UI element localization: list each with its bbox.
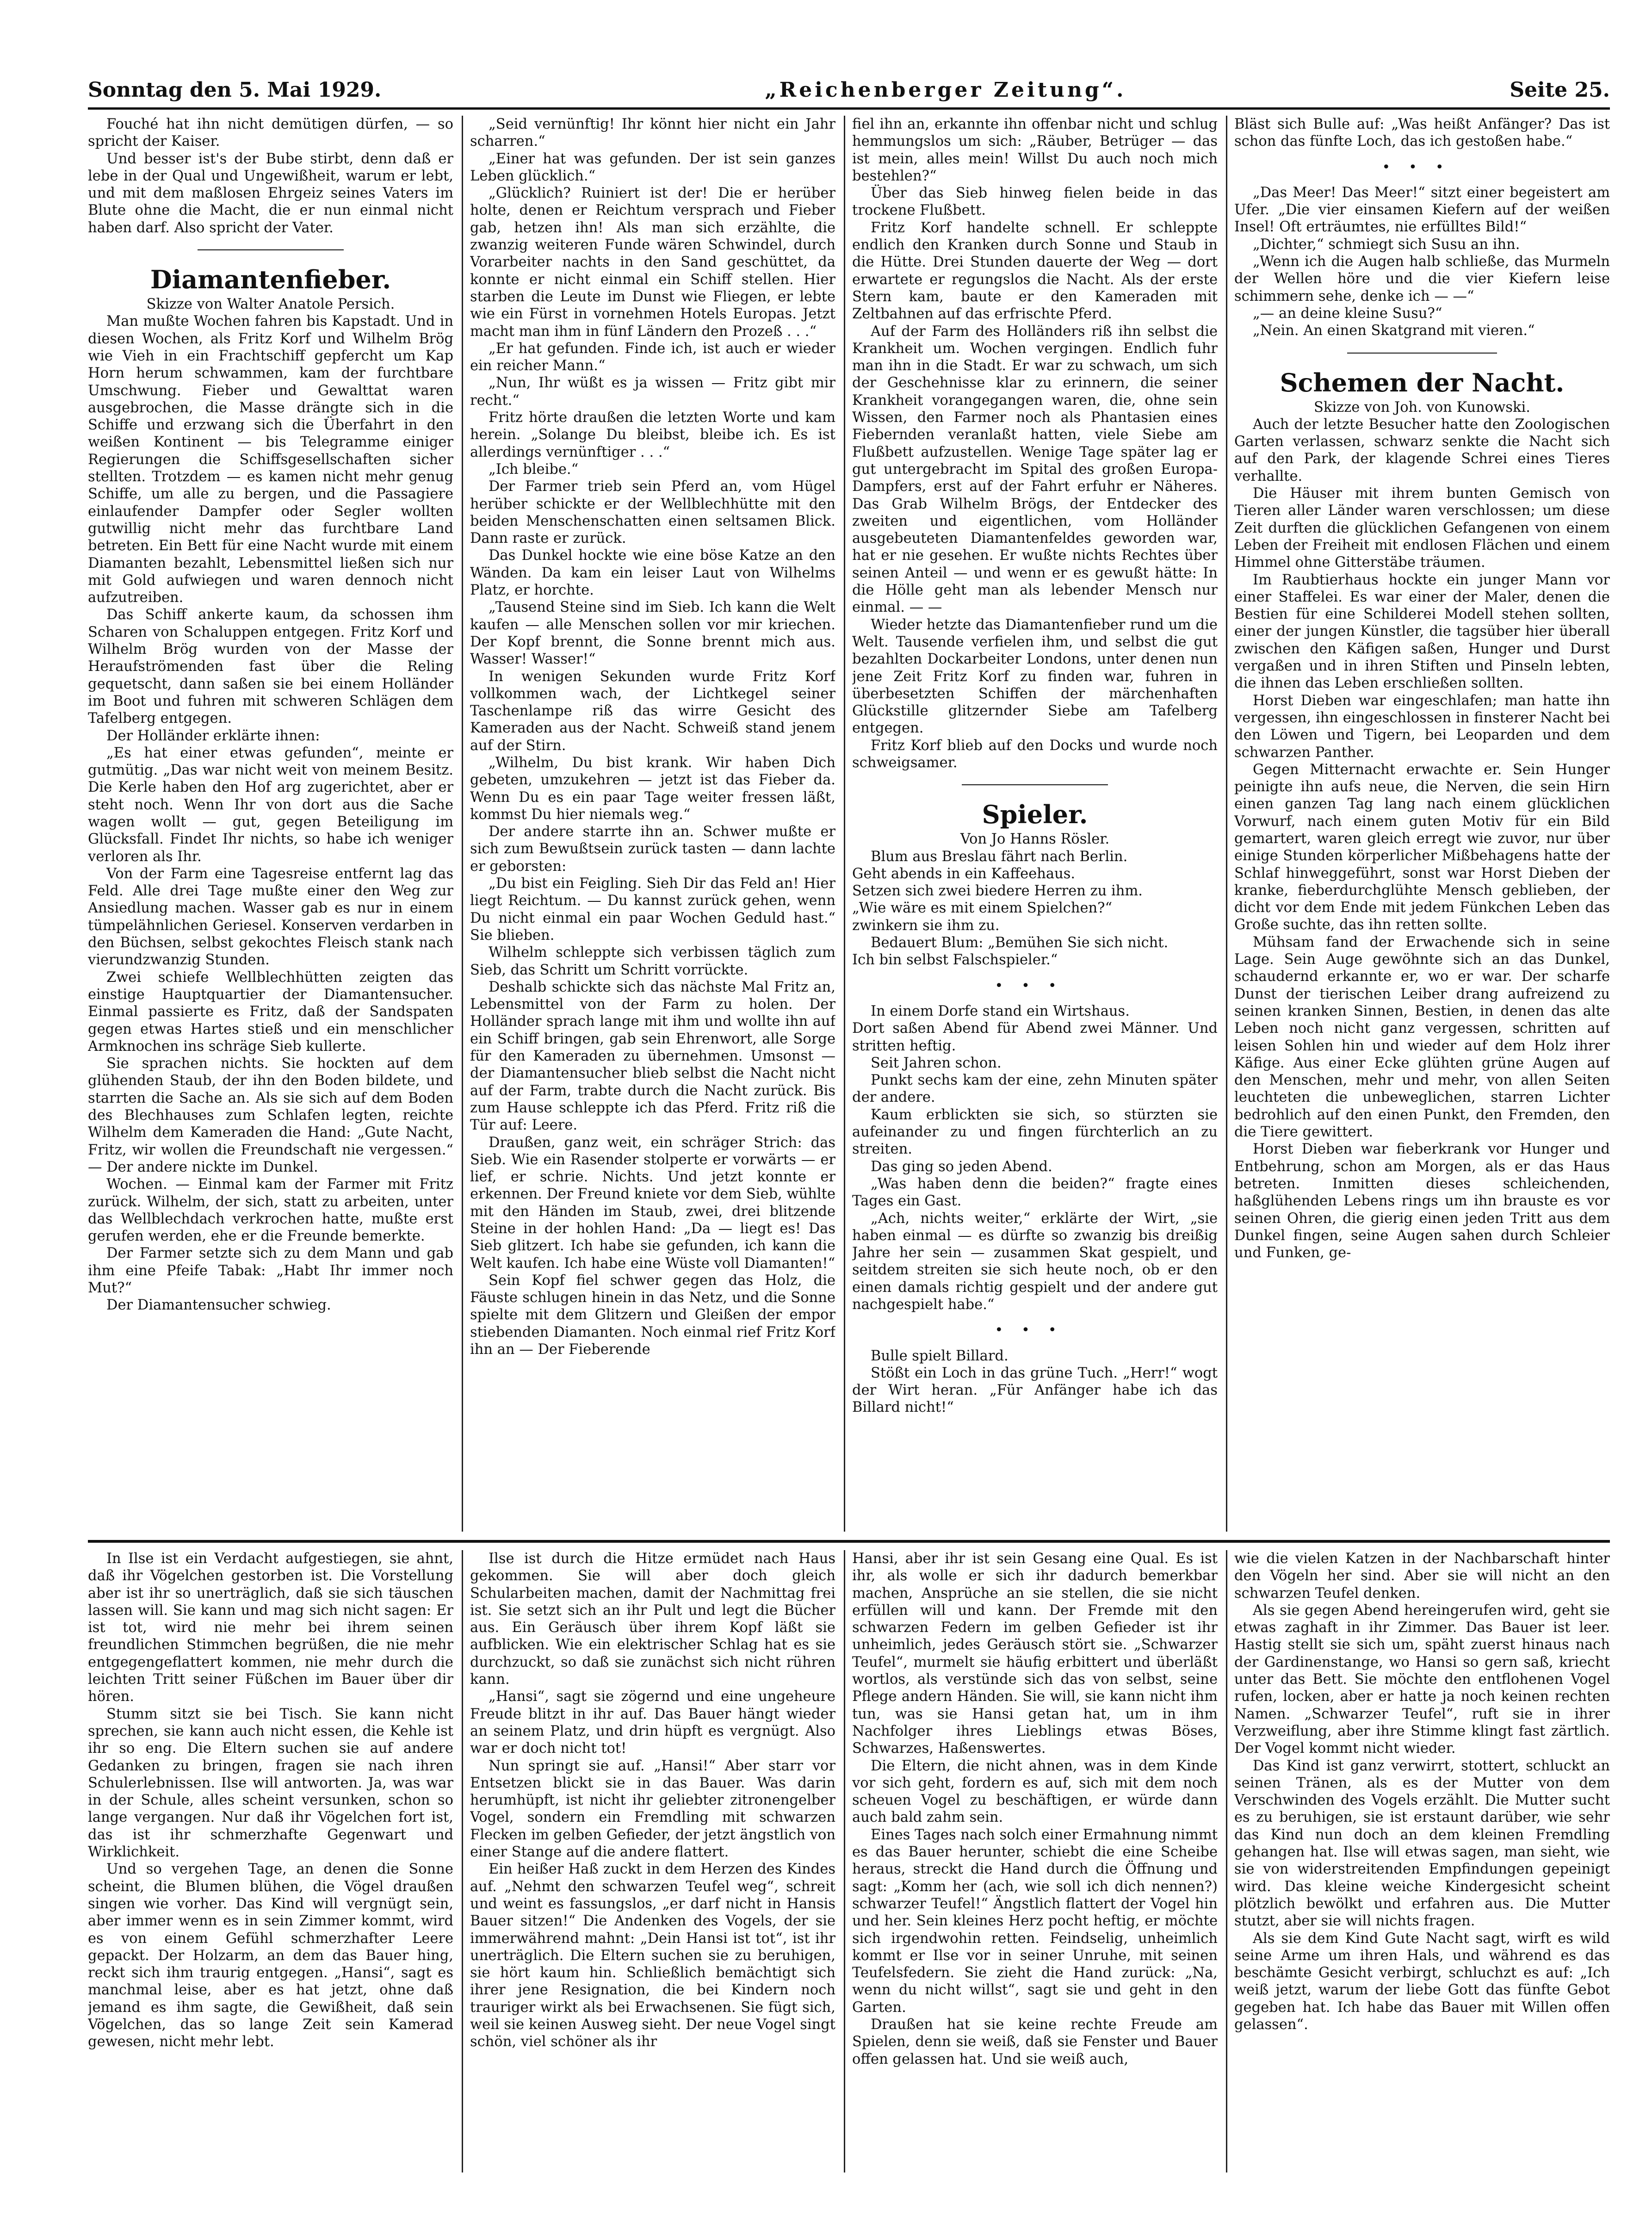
paragraph: „Seid vernünftig! Ihr könnt hier nicht ein Jahr scharren.“ xyxy=(470,116,835,150)
section-rule xyxy=(88,1540,1610,1543)
anecdote-text: Bulle spielt Billard. xyxy=(871,1347,1009,1364)
paragraph: Nun springt sie auf. „Hansi!“ Aber starr vor Entsetzen blickt sie in das Bauer. Was darin herumhüpft, ist nicht ihr geliebter zitronengelber Vogel, sondern ein Fremdling mit schwarzen Flecken im gelben Gefieder, der jetzt ängstlich von einer Stange auf die andere flattert. xyxy=(470,1757,835,1861)
paragraph: Das Schiff ankerte kaum, da schossen ihm Scharen von Schaluppen entgegen. Fritz Korf und Wilhelm Brög wurden von der Masse der Heraufströmenden fast über die Reling gequetscht, dann saßen sie bei einem Holländer im Boot und fuhren mit schweren Schlägen dem Tafelberg entgegen. xyxy=(88,607,453,727)
paragraph: Die Eltern, die nicht ahnen, was in dem Kinde vor sich geht, fordern es auf, sich mit dem noch scheuen Vogel zu beschäftigen, er würde dann auch bald zahm sein. xyxy=(852,1757,1218,1826)
paragraph: Man mußte Wochen fahren bis Kapstadt. Und in diesen Wochen, als Fritz Korf und Wilhelm Brög wie Vieh in ein Frachtschiff gepfercht um Kap Horn herum schwammen, kam der furchtbare Umschwung. Fieber und Gewalttat waren ausgebrochen, die Masse drängte sich in die Schiffe und erzwang sich die Überfahrt in den weißen Kontinent — bis Telegramme einiger Regierungen die Schiffsgesellschaften sicher stellten. Trotzdem — es kamen nicht mehr genug Schiffe, um alle zu bergen, und die Passagiere einlaufender Dampfer oder Segler wollten gutwillig nicht mehr das furchtbare Land betreten. Ein Bett für eine Nacht wurde mit einem Diamanten bezahlt, Lebensmittel ließen sich nur mit Gold aufwiegen und waren dennoch nicht aufzutreiben. xyxy=(88,313,453,606)
paragraph: „Nun, Ihr wüßt es ja wissen — Fritz gibt mir recht.“ xyxy=(470,375,835,409)
article-byline: Von Jo Hanns Rösler. xyxy=(960,831,1110,848)
anecdote-text: In einem Dorfe stand ein Wirtshaus. Dort saßen Abend für Abend zwei Männer. Und stritten heftig. xyxy=(852,1003,1218,1054)
article-title: Spieler. xyxy=(982,800,1088,830)
separator xyxy=(198,249,344,250)
paragraph: „Hansi“, sagt sie zögernd und eine ungeheure Freude blitzt in ihr auf. Das Bauer hängt wieder an seinem Platz, und drin hüpft es vergnügt. Also war er doch nicht tot! xyxy=(470,1688,835,1757)
header-date: Sonntag den 5. Mai 1929. xyxy=(88,78,382,102)
paragraph: „Wenn ich die Augen halb schließe, das Murmeln der Wellen höre und die vier Kiefern leise schimmern sehe, denke ich — —“ xyxy=(1234,254,1610,304)
header-masthead: „Reichenberger Zeitung“. xyxy=(765,78,1126,102)
header-rule xyxy=(88,107,1610,110)
ornament-divider: ••• xyxy=(995,1322,1075,1339)
paragraph: Hansi, aber ihr ist sein Gesang eine Qual. Es ist ihr, als wolle er sich ihr dadurch bemerkbar machen, Ansprüche an sie stellen, die sie nicht erfüllen will und kann. Der Fremde mit den schwarzen Federn im gelben Gefieder ist ihr unheimlich, jedes Geräusch stört sie. „Schwarzer Teufel“, murmelt sie häufig erbittert und überläßt wortlos, als verstünde sich das von selbst, seine Pflege andern Händen. Sie will, sie kann nicht ihm tun, was sie Hansi getan hat, um in ihm Nachfolger ihres Lieblings etwas Böses, Schwarzes, Haßenswertes. xyxy=(852,1551,1218,1757)
column-2 xyxy=(470,116,835,1532)
paragraph: Der Diamantensucher schwieg. xyxy=(106,1297,331,1314)
paragraph: Von der Farm eine Tagesreise entfernt lag das Feld. Alle drei Tage mußte einer den Weg zur Ansiedlung machen. Wasser gab es nur in einem tümpelähnlichen Geriesel. Konserven verdarben in den Büchsen, selbst gekochtes Fleisch stank nach vierundzwanzig Stunden. xyxy=(88,865,453,968)
article-title: Schemen der Nacht. xyxy=(1280,367,1565,397)
paragraph: Wilhelm schleppte sich verbissen täglich zum Sieb, das Schritt um Schritt vorrückte. xyxy=(470,944,835,978)
paragraph: „Er hat gefunden. Finde ich, ist auch er wieder ein reicher Mann.“ xyxy=(470,340,835,374)
paragraph: Auf der Farm des Holländers riß ihn selbst die Krankheit um. Wochen vergingen. Endlich fuhr man ihn in die Stadt. Er war zu schwach, um sich der Geschehnisse klar zu erinnern, die seiner Krankheit vorangegangen waren, die, ohne sein Wissen, den Farmer noch als Phantasien eines Fiebernden veranlaßt hatten, viele Siebe am Flußbett aufzustellen. Wenige Tage später lag er gut untergebracht im Spital des großen Europa-Dampfers, erst auf der Fahrt erfuhr er Näheres. Das Grab Wilhelm Brögs, der Entdecker des zweiten und eigentlichen, vom Holländer ausgebeuteten Diamantenfeldes geworden war, hat er nie gesehen. Er wußte nichts Rechtes über seinen Anteil — und wenn er es gewußt hätte: In die Hölle geht man als lebender Mensch nur einmal. — — xyxy=(852,323,1218,616)
paragraph: „Ich bleibe.“ xyxy=(489,461,579,478)
paragraph: Ilse ist durch die Hitze ermüdet nach Haus gekommen. Sie will aber doch gleich Schularbeiten machen, damit der Nachmittag frei ist. Sie setzt sich an ihr Pult und legt die Bücher aus. Ein Geräusch über ihrem Kopf läßt sie aufblicken. Wie ein elektrischer Schlag hat es sie durchzuckt, so daß sie zunächst sich nicht rühren kann. xyxy=(470,1551,835,1688)
paragraph: „Das Meer! Das Meer!“ sitzt einer begeistert am Ufer. „Die vier einsamen Kiefern auf der weißen Insel! Oft erträumtes, nie erfülltes Bild!“ xyxy=(1234,184,1610,236)
paragraph: fiel ihn an, erkannte ihn offenbar nicht und schlug hemmungslos um sich: „Räuber, Betrüger — das ist mein, alles mein! Willst Du auch noch mich bestehlen?“ xyxy=(852,116,1218,184)
paragraph: Bläst sich Bulle auf: „Was heißt Anfänger? Das ist schon das fünfte Loch, das ich gestoßen habe.“ xyxy=(1234,116,1610,150)
anecdote-text: Das ging so jeden Abend. xyxy=(871,1158,1052,1175)
column-3 xyxy=(852,116,1218,1532)
article-byline: Skizze von Walter Anatole Persich. xyxy=(146,296,395,313)
paragraph: „Einer hat was gefunden. Der ist sein ganzes Leben glücklich.“ xyxy=(470,150,835,184)
paragraph: „Tausend Steine sind im Sieb. Ich kann die Welt kaufen — alle Menschen sollen vor mir kriechen. Der Kopf brennt, die Sonne brennt mich aus. Wasser! Wasser!“ xyxy=(470,599,835,668)
article-byline: Skizze von Joh. von Kunowski. xyxy=(1314,399,1530,416)
anecdote-text: „Was haben denn die beiden?“ fragte eines Tages ein Gast. xyxy=(852,1175,1218,1210)
column-divider xyxy=(1226,1550,1227,2172)
paragraph: „Du bist ein Feigling. Sieh Dir das Feld an! Hier liegt Reichtum. — Du kannst zurück gehen, wenn Du nicht einmal ein paar Wochen Geduld hast.“ Sie blieben. xyxy=(470,875,835,943)
column-divider xyxy=(462,116,463,1532)
paragraph: Als sie gegen Abend hereingerufen wird, geht sie etwas zaghaft in ihr Zimmer. Das Bauer ist leer. Hastig stellt sie sich um, späht zuerst hinaus nach der Gardinenstange, wo Hansi so gern saß, kriecht unter das Bett. Sie möchte den entflohenen Vogel rufen, locken, aber er hatte ja noch keinen rechten Namen. „Schwarzer Teufel“, ruft sie in ihrer Verzweiflung, aber ihre Stimme klingt fast zärtlich. Der Vogel kommt nicht wieder. xyxy=(1234,1602,1610,1757)
paragraph: Gegen Mitternacht erwachte er. Sein Hunger peinigte ihn aufs neue, die Nerven, die sein Hirn einen ganzen Tag lang nach einem glücklichen Vorwurf, nach einem guten Motiv für ein Bild gemartert, waren gleich erregt wie zuvor, nur über einige Stunden körperlicher Mißbehagens hatte der Schlaf hinweggeführt, sonst war Horst Dieben der kranke, fieberdurchglühte Mensch geblieben, der dicht vor dem Ende mit jedem Fünkchen Leben das Große suchte, das ihn retten sollte. xyxy=(1234,761,1610,933)
ornament-divider: ••• xyxy=(995,977,1075,994)
column-4 xyxy=(1234,116,1610,1532)
bottom-column-2 xyxy=(470,1550,835,2172)
paragraph: Stumm sitzt sie bei Tisch. Sie kann nicht sprechen, sie kann auch nicht essen, die Kehle ist ihr so eng. Die Eltern suchen sie auf andere Gedanken zu bringen, fragen sie nach ihren Schulerlebnissen. Ilse will antworten. Ja, was war in der Schule, alles scheint versunken, schon so lange vergangen. Nur daß ihr Vögelchen fort ist, das ist ihr schmerzhafte Gegenwart und Wirklichkeit. xyxy=(88,1706,453,1861)
paragraph: Wochen. — Einmal kam der Farmer mit Fritz zurück. Wilhelm, der sich, statt zu arbeiten, unter das Wellblechdach verkrochen hatte, mußte erst gerufen werden, ehe er die Freunde bemerkte. xyxy=(88,1176,453,1245)
paragraph: Ein heißer Haß zuckt in dem Herzen des Kindes auf. „Nehmt den schwarzen Teufel weg“, schreit und weint es fassungslos, „er darf nicht in Hansis Bauer sitzen!“ Die Andenken des Vogels, der sie immerwährend mahnt: „Dein Hansi ist tot“, ist ihr unerträglich. Die Eltern suchen sie zu beruhigen, sie hört kaum hin. Schließlich bemächtigt sich ihrer jene Resignation, die bei Kindern noch trauriger wirkt als bei Erwachsenen. Sie fügt sich, weil sie keinen Ausweg sieht. Der neue Vogel singt schön, viel schöner als ihr xyxy=(470,1861,835,2050)
paragraph: Zwei schiefe Wellblechhütten zeigten das einstige Hauptquartier der Diamantensucher. Einmal passierte es Fritz, daß der Sandspaten gegen etwas Hartes stieß und ein menschlicher Armknochen ins schräge Sieb kullerte. xyxy=(88,969,453,1055)
paragraph: Fritz hörte draußen die letzten Worte und kam herein. „Solange Du bleibst, bleibe ich. Es ist allerdings vernünftiger . . .“ xyxy=(470,410,835,460)
paragraph: Über das Sieb hinweg fielen beide in das trockene Flußbett. xyxy=(852,185,1218,219)
paragraph: Fritz Korf handelte schnell. Er schleppte endlich den Kranken durch Sonne und Staub in die Hütte. Drei Stunden dauerte der Weg — dort erwartete er regungslos die Nacht. Als der erste Stern kam, baute er den Kameraden mit Zeltbahnen auf das erfrischte Pferd. xyxy=(852,219,1218,323)
paragraph: Die Häuser mit ihrem bunten Gemisch von Tieren aller Länder waren verschlossen; um diese Zeit durften die glücklichen Gefangenen von einem Leben der Freiheit mit endlosen Flächen und einem Himmel ohne Gitterstäbe träumen. xyxy=(1234,485,1610,571)
ornament-divider: ••• xyxy=(1382,159,1462,175)
paragraph: Fouché hat ihn nicht demütigen dürfen, — so spricht der Kaiser. xyxy=(88,116,453,150)
paragraph: Draußen, ganz weit, ein schräger Strich: das Sieb. Wie ein Rasender stolperte er vorwärts — er lief, er schrie. Nichts. Und jetzt konnte er erkennen. Der Freund kniete vor dem Sieb, wühlte mit den Händen im Staub, zwei, drei blitzende Steine in der hohlen Hand: „Da — liegt es! Das Sieb glitzert. Ich habe sie gefunden, ich kann die Welt kaufen. Ich habe eine Wüste voll Diamanten!“ xyxy=(470,1134,835,1272)
column-divider xyxy=(844,116,845,1532)
paragraph: Der Farmer trieb sein Pferd an, vom Hügel herüber schickte er der Wellblechhütte mit den beiden Menschenschatten einen seltsamen Blick. Dann raste er zurück. xyxy=(470,478,835,547)
bottom-column-1 xyxy=(88,1550,453,2172)
paragraph: Mühsam fand der Erwachende sich in seine Lage. Sein Auge gewöhnte sich an das Dunkel, schaudernd erkannte er, wo er war. Der scharfe Dunst der tierischen Leiber drang aufreizend zu seinen kranken Sinnen, Bestien, in denen das alte Leben noch nicht ganz vergessen, schritten auf leisen Sohlen hin und wieder auf dem Holz ihrer Käfige. Aus einer Ecke glühten grüne Augen auf den Menschen, mehr und mehr, von allen Seiten leuchteten die unbeweglichen, starren Lichter bedrohlich auf den einen Punkt, den Fremden, den die Tiere gewittert. xyxy=(1234,934,1610,1141)
separator xyxy=(962,784,1108,785)
paragraph: Sie sprachen nichts. Sie hockten auf dem glühenden Staub, der ihn den Boden bildete, und starrten die Sache an. Als sie sich auf dem Boden des Blechhauses zum Schlafen legten, reichte Wilhelm dem Kameraden die Hand: „Gute Nacht, Fritz, wir wollen die Freundschaft nie vergessen.“ — Der andere nickte im Dunkel. xyxy=(88,1055,453,1175)
paragraph: Das Kind ist ganz verwirrt, stottert, schluckt an seinen Tränen, als es der Mutter von dem Verschwinden des Vogels erzählt. Die Mutter sucht es zu beruhigen, sie ist erstaunt darüber, wie sehr das Kind nun doch an dem kleinen Fremdling gehangen hat. Ilse will etwas sagen, man sieht, wie sie von widerstreitenden Empfindungen gepeinigt wird. Das kleine weiche Kindergesicht scheint plötzlich bewölkt und erfahren aus. Die Mutter stutzt, aber sie will nichts fragen. xyxy=(1234,1757,1610,1930)
page-header xyxy=(88,69,1610,102)
paragraph: „Dichter,“ schmiegt sich Susu an ihn. xyxy=(1253,236,1520,253)
paragraph: „— an deine kleine Susu?“ xyxy=(1253,305,1442,322)
paragraph: „Glücklich? Ruiniert ist der! Die er herüber holte, denen er Reichtum versprach und Fieber gab, hetzen ihn! Als man sich erzählte, die zwanzig weiteren Funde wären Schwindel, durch Vorarbeiter nachts in den Sand geschüttet, da konnte er nicht einmal ein Schiff stellen. Hier starben die Leute im Dunst wie Fliegen, er lebte wie ein Fürst in vornehmen Hotels Europas. Jetzt macht man ihm in fünf Ländern den Prozeß . . .“ xyxy=(470,185,835,340)
paragraph: Deshalb schickte sich das nächste Mal Fritz an, Lebensmittel von der Farm zu holen. Der Holländer sprach lange mit ihm und wollte ihn auf ein Schiff bringen, gab sein Ehrenwort, alle Sorge für den Kameraden zu übernehmen. Umsonst — der Diamantensucher blieb selbst die Nacht nicht auf der Farm, trabte durch die Nacht zurück. Bis zum Hause schleppte ich das Pferd. Fritz riß die Tür auf: Leere. xyxy=(470,979,835,1134)
anecdote-text: Bedauert Blum: „Bemühen Sie sich nicht. Ich bin selbst Falschspieler.“ xyxy=(852,935,1169,968)
separator xyxy=(1347,353,1497,354)
paragraph: Im Raubtierhaus hockte ein junger Mann vor einer Staffelei. Es war einer der Maler, denen die Bestien für eine Schilderei Modell stehen sollten, einer der jungen Künstler, die tagsüber hier überall zwischen den Käfigen saßen, Hunger und Durst vergaßen und in ihren Stiften und Pinseln lebten, die ihnen das Leben erschließen sollten. xyxy=(1234,571,1610,692)
newspaper-page xyxy=(88,69,1610,2179)
paragraph: Draußen hat sie keine rechte Freude am Spielen, denn sie weiß, daß sie Fenster und Bauer offen gelassen hat. Und sie weiß auch, xyxy=(852,2017,1218,2067)
paragraph: Als sie dem Kind Gute Nacht sagt, wirft es wild seine Arme um ihren Hals, und während es das beschämte Gesicht verbirgt, schluchzt es auf: „Ich weiß jetzt, warum der liebe Gott das fünfte Gebot gegeben hat. Ich habe das Bauer mit Willen offen gelassen“. xyxy=(1234,1930,1610,2033)
column-divider xyxy=(844,1550,845,2172)
paragraph: Wieder hetzte das Diamantenfieber rund um die Welt. Tausende verfielen ihm, und selbst die gut bezahlten Dockarbeiter Londons, unter denen nun jene Zeit Fritz Korf zu finden war, fuhren in überbesetzten Schiffen der märchenhaften Glückstille glitzernder Siebe am Tafelberg entgegen. xyxy=(852,616,1218,737)
header-page-number: Seite 25. xyxy=(1510,78,1610,102)
paragraph: Und so vergehen Tage, an denen die Sonne scheint, die Blumen blühen, die Vögel draußen singen wie vorher. Das Kind will vergnügt sein, aber immer wenn es in sein Zimmer kommt, wird es von einem Gefühl schmerzhafter Leere gepackt. Der Holzarm, an dem das Bauer hing, reckt sich ihm traurig entgegen. „Hansi“, sagt es manchmal leise, aber es hat jetzt, ohne daß jemand es ihm sagte, die Gewißheit, daß sein Vögelchen, das so lange Zeit sein Kamerad gewesen, nicht mehr lebt. xyxy=(88,1861,453,2050)
paragraph: „Es hat einer etwas gefunden“, meinte er gutmütig. „Das war nicht weit von meinem Besitz. Die Kerle haben den Hof arg zugerichtet, aber er steht noch. Wenn Ihr von dort aus die Sache wagen wollt — gut, gegen Beteiligung im Glücksfall. Findet Ihr nichts, so habe ich weniger verloren als Ihr. xyxy=(88,745,453,865)
column-1 xyxy=(88,116,453,1532)
paragraph: „Nein. An einen Skatgrand mit vieren.“ xyxy=(1253,323,1535,339)
paragraph: Der andere starrte ihn an. Schwer mußte er sich zum Bewußtsein zurück tasten — dann lachte er geborsten: xyxy=(470,824,835,875)
column-divider xyxy=(1226,116,1227,1532)
paragraph: Horst Dieben war fieberkrank vor Hunger und Entbehrung, schon am Morgen, als er das Haus betreten. Inmitten dieses schleichenden, haßglühenden Lebens rings um ihn brauste es vor seinen Ohren, die gierig einen jeden Tritt aus dem Dunkel fingen, seine Augen sahen durch Schleier und Funken, ge- xyxy=(1234,1141,1610,1261)
paragraph: wie die vielen Katzen in der Nachbarschaft hinter den Vögeln her sind. Aber sie will nicht an den schwarzen Teufel denken. xyxy=(1234,1551,1610,1601)
paragraph: Eines Tages nach solch einer Ermahnung nimmt es das Bauer herunter, schiebt die eine Scheibe heraus, streckt die Hand durch die Öffnung und sagt: „Komm her (ach, wie soll ich dich nennen?) schwarzer Teufel!“ Ängstlich flattert der Vogel hin und her. Sein kleines Herz pocht heftig, er möchte sich irgendwohin retten. Feindselig, unheimlich kommt er Ilse vor in seiner Unruhe, mit seinen Teufelsfedern. Sie zieht die Hand zurück: „Na, wenn du nicht willst“, sagt sie und geht in den Garten. xyxy=(852,1826,1218,2016)
paragraph: Horst Dieben war eingeschlafen; man hatte ihn vergessen, ihn eingeschlossen in finsterer Nacht bei den Löwen und Tigern, bei Leoparden und dem schwarzen Panther. xyxy=(1234,692,1610,761)
anecdote-text: Seit Jahren schon. xyxy=(871,1055,1002,1071)
paragraph: In Ilse ist ein Verdacht aufgestiegen, sie ahnt, daß ihr Vögelchen gestorben ist. Die Vorstellung aber ist ihr so unerträglich, daß sie sich täuschen lassen will. Sie kann und mag sich nicht sagen: Er ist tot, wird nie mehr bei ihrem seinen freundlichen Stimmchen begrüßen, die nie mehr entgegengeflattert kommen, nie mehr durch die leichten Tritt seiner Füßchen im Bauer über dir hören. xyxy=(88,1551,453,1705)
anecdote-text: Punkt sechs kam der eine, zehn Minuten später der andere. xyxy=(852,1072,1218,1106)
anecdote-text: „Ach, nichts weiter,“ erklärte der Wirt, „sie haben einmal — es dürfte so zwanzig bis dreißig Jahre her sein — zusammen Skat gespielt, und seitdem streiten sie sich heute noch, ob er den einen damals richtig gespielt und der andere gut nachgespielt habe.“ xyxy=(852,1210,1218,1313)
paragraph: Fritz Korf blieb auf den Docks und wurde noch schweigsamer. xyxy=(852,737,1218,771)
paragraph: Und besser ist's der Bube stirbt, denn daß er lebe in der Qual und Ungewißheit, warum er lebt, und mit dem maßlosen Ehrgeiz seines Vaters im Blute ohne die Macht, die er nun einmal nicht haben darf. Also spricht der Vater. xyxy=(88,150,453,236)
paragraph: Auch der letzte Besucher hatte den Zoologischen Garten verlassen, schwarz senkte die Nacht sich auf den Park, der klagende Schrei eines Tieres verhallte. xyxy=(1234,416,1610,484)
bottom-column-4 xyxy=(1234,1550,1610,2172)
paragraph: Sein Kopf fiel schwer gegen das Holz, die Fäuste schlugen hinein in das Netz, und die Sonne spielte mit dem Glitzern und Gleißen der empor stiebenden Diamanten. Noch einmal rief Fritz Korf ihn an — Der Fieberende xyxy=(470,1272,835,1358)
paragraph: Der Holländer erklärte ihnen: xyxy=(106,727,320,744)
paragraph: Der Farmer setzte sich zu dem Mann und gab ihm eine Pfeife Tabak: „Habt Ihr immer noch Mut?“ xyxy=(88,1245,453,1296)
article-title: Diamantenfieber. xyxy=(150,265,391,295)
paragraph: „Wilhelm, Du bist krank. Wir haben Dich gebeten, umzukehren — jetzt ist das Fieber da. Wenn Du es ein paar Tage weiter fressen läßt, kommst Du hier niemals weg.“ xyxy=(470,754,835,823)
anecdote-text: Blum aus Breslau fährt nach Berlin. Geht abends in ein Kaffeehaus. Setzen sich zwei biedere Herren zu ihm. „Wie wäre es mit einem Spielchen?“ zwinkern sie ihm zu. xyxy=(852,848,1143,934)
anecdote-text: Kaum erblickten sie sich, so stürzten sie aufeinander zu und fingen fürchterlich an zu streiten. xyxy=(852,1106,1218,1158)
paragraph: In wenigen Sekunden wurde Fritz Korf vollkommen wach, der Lichtkegel seiner Taschenlampe riß das wirre Gesicht des Kameraden aus der Nacht. Schweiß stand jenem auf der Stirn. xyxy=(470,668,835,754)
column-divider xyxy=(462,1550,463,2172)
paragraph: Das Dunkel hockte wie eine böse Katze an den Wänden. Da kam ein leiser Laut von Wilhelms Platz, er horchte. xyxy=(470,547,835,599)
anecdote-text: Stößt ein Loch in das grüne Tuch. „Herr!“ wogt der Wirt heran. „Für Anfänger habe ich das Billard nicht!“ xyxy=(852,1365,1218,1416)
bottom-column-3 xyxy=(852,1550,1218,2172)
